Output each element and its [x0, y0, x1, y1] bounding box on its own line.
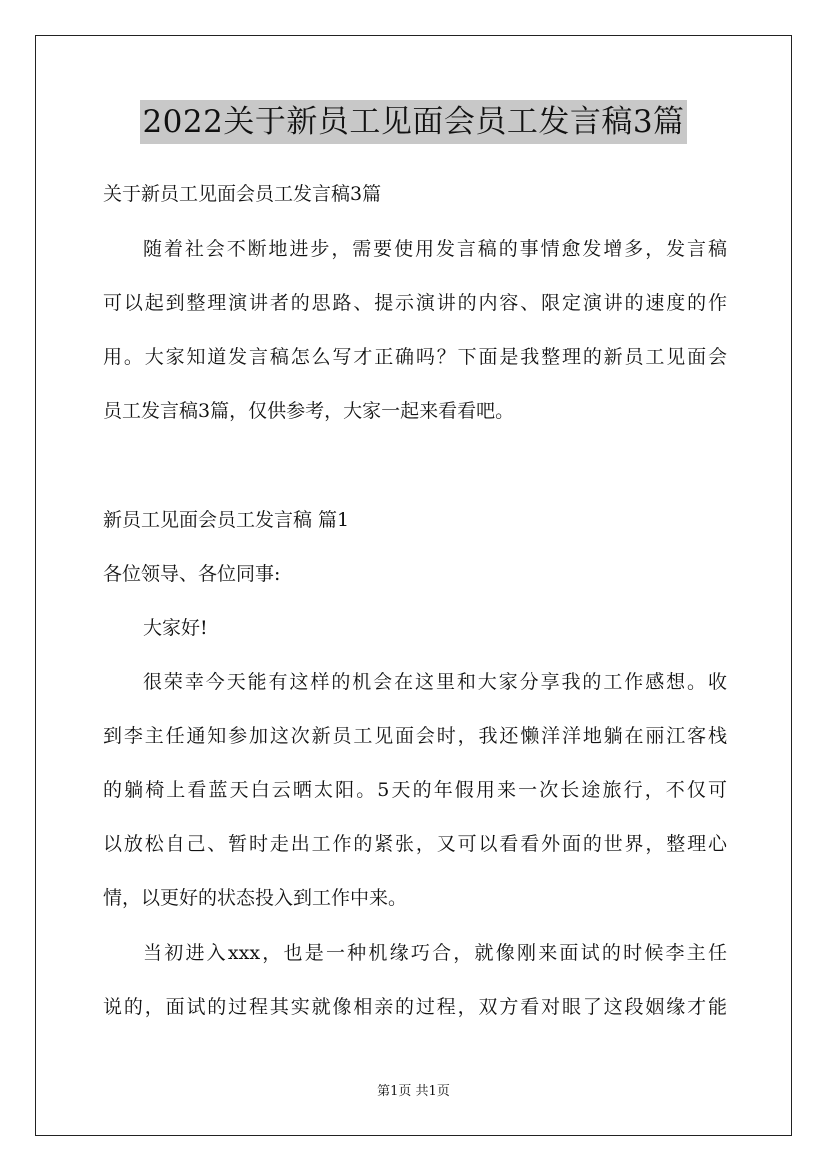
paragraph-line: 很荣幸今天能有这样的机会在这里和大家分享我的工作感想。收: [143, 671, 727, 693]
greeting: 大家好!: [143, 617, 208, 639]
page-number: 第1页 共1页: [377, 1084, 450, 1099]
paragraph-line: 当初进入xxx，也是一种机缘巧合，就像刚来面试的时候李主任: [143, 942, 727, 964]
paragraph-line: 到李主任通知参加这次新员工见面会时，我还懒洋洋地躺在丽江客栈: [103, 725, 727, 747]
intro-line: 可以起到整理演讲者的思路、提示演讲的内容、限定演讲的速度的作: [103, 292, 727, 314]
intro-line: 员工发言稿3篇，仅供参考，大家一起来看看吧。: [103, 400, 515, 422]
section-heading: 新员工见面会员工发言稿 篇1: [103, 509, 350, 531]
intro-line: 随着社会不断地进步，需要使用发言稿的事情愈发增多，发言稿: [143, 238, 727, 260]
intro-line: 用。大家知道发言稿怎么写才正确吗？下面是我整理的新员工见面会: [103, 346, 727, 368]
document-subtitle: 关于新员工见面会员工发言稿3篇: [103, 183, 382, 205]
paragraph-line: 说的，面试的过程其实就像相亲的过程，双方看对眼了这段姻缘才能: [103, 996, 727, 1018]
paragraph-line: 情，以更好的状态投入到工作中来。: [103, 887, 408, 909]
document-title: 2022关于新员工见面会员工发言稿3篇: [140, 100, 686, 144]
paragraph-line: 以放松自己、暂时走出工作的紧张，又可以看看外面的世界，整理心: [103, 833, 727, 855]
paragraph-line: 的躺椅上看蓝天白云晒太阳。5天的年假用来一次长途旅行，不仅可: [103, 779, 727, 801]
salutation: 各位领导、各位同事:: [103, 563, 281, 585]
